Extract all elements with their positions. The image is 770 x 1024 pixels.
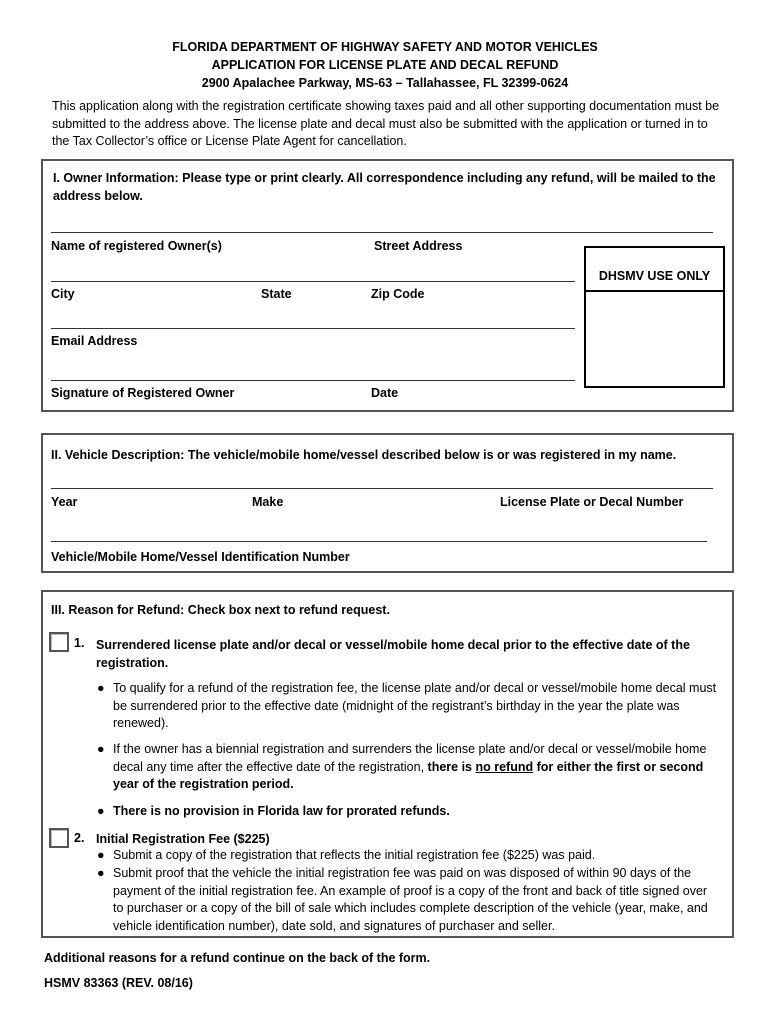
option-2-bullet-1-text: Submit a copy of the registration that reflects the initial registration fee ($225) was paid. [113, 848, 596, 862]
continue-note: Additional reasons for a refund continue on the back of the form. [44, 951, 431, 965]
signature-date-line[interactable] [51, 380, 575, 381]
section-reason-for-refund [41, 590, 734, 938]
signature-label: Signature of Registered Owner [51, 386, 235, 400]
email-line[interactable] [51, 328, 575, 329]
vin-label: Vehicle/Mobile Home/Vessel Identification Number [51, 550, 350, 564]
refund-option-2-checkbox[interactable] [49, 828, 69, 848]
section-2-title: II. Vehicle Description: The vehicle/mobile home/vessel described below is or was registered in my name. [51, 448, 677, 462]
owner-name-label: Name of registered Owner(s) [51, 239, 222, 253]
section-1-title: I. Owner Information: Please type or print clearly. All correspondence including any refund, will be mailed to the address below. [53, 171, 716, 203]
option-1-bullet-2-emphasis: there is [427, 759, 476, 774]
refund-option-2-number: 2. [74, 831, 85, 845]
refund-option-1-checkbox[interactable] [49, 632, 69, 652]
option-2-bullet-2-text: Submit proof that the vehicle the initial registration fee was paid on was disposed of within 90 days of the payment of the initial registration fee. An example of proof is a copy of the front and back of title signed over to purchaser or a copy of the bill of sale which includes complete description of the vehicle (year, make, and vehicle identification number), date sold, and signatures of purchaser and seller. [113, 866, 708, 933]
agency-address: 2900 Apalachee Parkway, MS-63 – Tallahassee, FL 32399-0624 [201, 76, 569, 90]
office-use-label: DHSMV USE ONLY [586, 248, 723, 292]
form-id: HSMV 83363 (REV. 08/16) [44, 976, 193, 990]
make-label: Make [252, 495, 284, 509]
vin-line[interactable] [51, 541, 707, 542]
city-state-zip-line[interactable] [51, 281, 575, 282]
email-label: Email Address [51, 334, 138, 348]
option-1-bullet-1: ● To qualify for a refund of the registration fee, the license plate and/or decal or vessel/mobile home decal must be surrendered prior to the effective date (midnight of the registrant’s birthday in the year the plate was renewed). [97, 681, 717, 730]
option-1-bullet-3: ● There is no provision in Florida law for prorated refunds. [97, 804, 450, 818]
option-1-bullet-1-text: To qualify for a refund of the registration fee, the license plate and/or decal or vessel/mobile home decal must be surrendered prior to the effective date (midnight of the registrant’s birthday in the year the plate was renewed). [113, 681, 717, 730]
year-make-plate-line[interactable] [51, 488, 713, 489]
zip-code-label: Zip Code [371, 287, 425, 301]
section-owner-information [41, 159, 734, 412]
form-title: APPLICATION FOR LICENSE PLATE AND DECAL REFUND [211, 58, 559, 72]
state-label: State [261, 287, 292, 301]
option-2-bullet-2: ● Submit proof that the vehicle the initial registration fee was paid on was disposed of within 90 days of the payment of the initial registration fee. An example of proof is a copy of the front and back of title signed over to purchaser or a copy of the bill of sale which includes complete description of the vehicle (year, make, and vehicle identification number), date sold, and signatures of purchaser and seller. [97, 866, 708, 933]
date-label: Date [371, 386, 399, 400]
no-refund-emphasis: no refund [475, 759, 534, 774]
office-use-box [584, 246, 725, 388]
city-label: City [51, 287, 75, 301]
refund-option-1-number: 1. [74, 636, 85, 650]
option-1-bullet-2-text: If the owner has a biennial registration and surrenders the license plate and/or decal or vessel/mobile home decal any time after the effective date of the registration, [113, 742, 707, 774]
section-3-title: III. Reason for Refund: Check box next to refund request. [51, 603, 390, 617]
year-label: Year [51, 495, 78, 509]
option-2-bullet-1: ● Submit a copy of the registration that reflects the initial registration fee ($225) was paid. [97, 848, 596, 862]
refund-option-2-heading: Initial Registration Fee ($225) [96, 832, 270, 846]
option-1-bullet-3-text: There is no provision in Florida law for prorated refunds. [113, 804, 450, 818]
option-1-bullet-2: ● If the owner has a biennial registration and surrenders the license plate and/or decal or vessel/mobile home decal any time after the effective date of the registration, there is no refund for either the first or second year of the registration period. [97, 742, 707, 791]
agency-title: FLORIDA DEPARTMENT OF HIGHWAY SAFETY AND MOTOR VEHICLES [172, 40, 598, 54]
street-address-label: Street Address [374, 239, 463, 253]
section-vehicle-description [41, 433, 734, 573]
plate-number-label: License Plate or Decal Number [500, 495, 684, 509]
intro-paragraph: This application along with the registration certificate showing taxes paid and all other supporting documentation must be submitted to the address above. The license plate and decal must also be submitted with the application or turned in to the Tax Collector’s office or License Plate Agent for cancellation. [52, 99, 720, 148]
refund-option-1-heading: Surrendered license plate and/or decal or vessel/mobile home decal prior to the effective date of the registration. [96, 638, 690, 670]
name-street-line[interactable] [51, 232, 713, 233]
option-1-bullet-2-emphasis-end: for either the first or second year of the registration period. [113, 759, 704, 791]
